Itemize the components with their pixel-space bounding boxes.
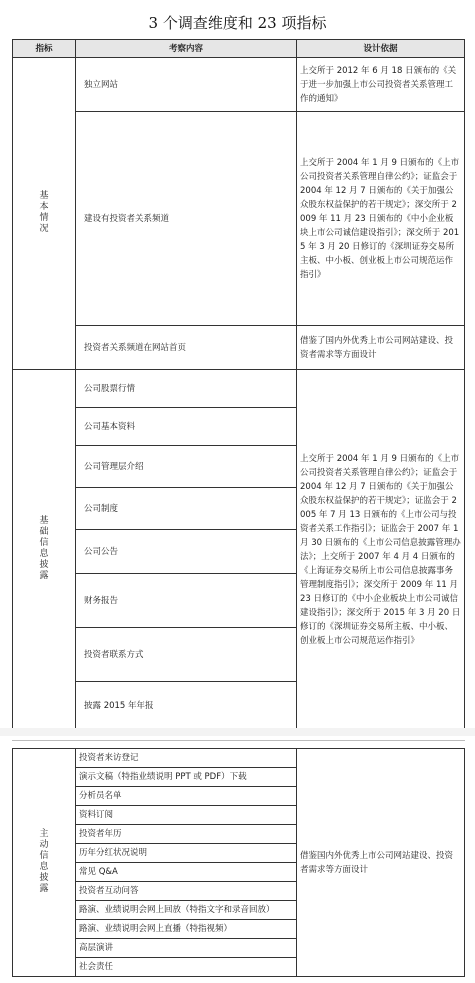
content-cell: 路演、业绩说明会网上回放（特指文字和录音回放） bbox=[76, 901, 297, 920]
content-cell: 演示文稿（特指业绩说明 PPT 或 PDF）下载 bbox=[76, 768, 297, 787]
basis-cell: 借鉴国内外优秀上市公司网站建设、投资者需求等方面设计 bbox=[297, 749, 465, 977]
divider-line bbox=[12, 740, 465, 741]
indicator-table-continued bbox=[12, 748, 465, 977]
basis-cell: 上交所于 2004 年 1 月 9 日颁布的《上市公司投资者关系管理自律公约》；证监会于 2004 年 12 月 7 日颁布的《关于加强公众股东权益保护的若干规定》；证监会于 2005 年 7 月 13 日颁布的《上市公司与投资者关系工作指引》；证监会于 2007 年 1 月 30 日颁布的《上市公司信息披露管理办法》；上交所于 2007 年 4 月 4 日颁布的《上海证券交易所上市公司信息披露事务管理制度指引》；深交所于 2009 年 11 月 23 日修订的《中小企业板块上市公司诚信建设指引》；深交所于 2015 年 3 月 20 日修订的《深圳证券交易所主板、中小板、创业板上市公司规范运作指引》 bbox=[297, 370, 465, 730]
content-cell: 财务报告 bbox=[76, 574, 297, 628]
content-cell: 社会责任 bbox=[76, 958, 297, 977]
content-cell: 公司公告 bbox=[76, 530, 297, 574]
content-cell: 公司管理层介绍 bbox=[76, 446, 297, 488]
category-label: 基础信息披露 bbox=[39, 516, 49, 581]
content-cell: 投资者关系频道在网站首页 bbox=[76, 326, 297, 370]
content-cell: 投资者联系方式 bbox=[76, 628, 297, 682]
section-divider bbox=[0, 728, 475, 736]
content-cell: 投资者年历 bbox=[76, 825, 297, 844]
header-basis: 设计依据 bbox=[297, 40, 465, 58]
content-cell: 公司基本资料 bbox=[76, 408, 297, 446]
content-cell: 独立网站 bbox=[76, 58, 297, 112]
content-cell: 常见 Q&A bbox=[76, 863, 297, 882]
basis-cell: 上交所于 2012 年 6 月 18 日颁布的《关于进一步加强上市公司投资者关系管理工作的通知》 bbox=[297, 58, 465, 112]
content-cell: 路演、业绩说明会网上直播（特指视频） bbox=[76, 920, 297, 939]
content-cell: 投资者互动问答 bbox=[76, 882, 297, 901]
content-cell: 披露 2015 年年报 bbox=[76, 682, 297, 730]
category-cell-active-disclosure bbox=[13, 749, 76, 977]
indicator-table bbox=[12, 39, 465, 730]
content-cell: 分析员名单 bbox=[76, 787, 297, 806]
content-cell: 建设有投资者关系频道 bbox=[76, 112, 297, 326]
table-header-row bbox=[13, 40, 465, 58]
basis-cell: 借鉴了国内外优秀上市公司网站建设、投资者需求等方面设计 bbox=[297, 326, 465, 370]
table-row bbox=[13, 370, 465, 408]
table-row bbox=[13, 112, 465, 326]
content-cell: 高层演讲 bbox=[76, 939, 297, 958]
table-row bbox=[13, 58, 465, 112]
content-cell: 公司股票行情 bbox=[76, 370, 297, 408]
table-row bbox=[13, 326, 465, 370]
category-cell-basic bbox=[13, 58, 76, 370]
category-label: 主动信息披露 bbox=[39, 829, 49, 894]
category-cell-basic-disclosure bbox=[13, 370, 76, 730]
category-label: 基本情况 bbox=[39, 191, 49, 234]
header-indicator: 指标 bbox=[13, 40, 76, 58]
content-cell: 历年分红状况说明 bbox=[76, 844, 297, 863]
content-cell: 公司制度 bbox=[76, 488, 297, 530]
content-cell: 资料订阅 bbox=[76, 806, 297, 825]
header-content: 考察内容 bbox=[76, 40, 297, 58]
content-cell: 投资者来访登记 bbox=[76, 749, 297, 768]
page-title: 3 个调查维度和 23 项指标 bbox=[148, 14, 327, 32]
basis-cell: 上交所于 2004 年 1 月 9 日颁布的《上市公司投资者关系管理自律公约》；证监会于 2004 年 12 月 7 日颁布的《关于加强公众股东权益保护的若干规定》；深交所于 2009 年 11 月 23 日颁布的《中小企业板块上市公司诚信建设指引》；深交所于 2015 年 3 月 20 日修订的《深圳证券交易所主板、中小板、创业板上市公司规范运作指引》 bbox=[297, 112, 465, 326]
table-row bbox=[13, 749, 465, 768]
